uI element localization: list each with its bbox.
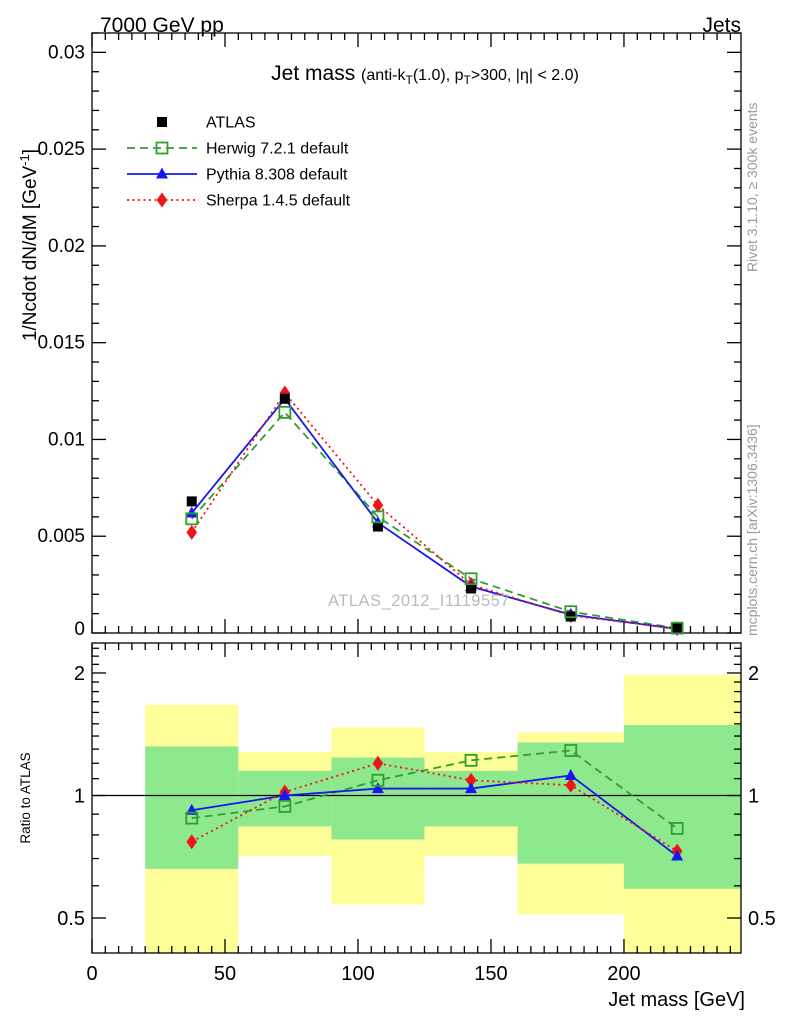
analysis-id-watermark: ATLAS_2012_I1119557 (328, 592, 510, 610)
x-tick-label: 150 (474, 963, 508, 985)
main-marker-atlas (672, 622, 682, 632)
main-y-tick-label: 0.03 (48, 42, 85, 64)
legend-label: Sherpa 1.4.5 default (206, 192, 351, 210)
legend-label: Pythia 8.308 default (206, 166, 348, 184)
legend-marker-sherpa (157, 193, 168, 208)
ratio-y-axis-title: Ratio to ATLAS (18, 752, 33, 844)
main-y-tick-label: 0.01 (48, 429, 85, 451)
main-y-tick-label: 0.02 (48, 235, 85, 257)
main-marker-atlas (280, 394, 290, 404)
main-y-axis-title: 1/Ncdot dN/dM [GeV$^{-1}$] (17, 148, 41, 342)
main-y-tick-label: 0.025 (37, 139, 85, 161)
main-y-tick-label: 0.005 (37, 526, 85, 548)
legend-marker-atlas (157, 117, 167, 127)
ratio-y-tick-label: 0.5 (748, 908, 776, 931)
x-tick-label: 200 (607, 963, 641, 985)
ratio-y-tick-label: 1 (748, 785, 760, 808)
main-y-tick-label: 0 (74, 619, 85, 640)
x-tick-label: 50 (213, 963, 237, 985)
rivet-version-note: Rivet 3.1.10, ≥ 300k events (744, 102, 760, 272)
legend-marker-pythia (156, 168, 168, 179)
legend-label: Herwig 7.2.1 default (206, 140, 349, 158)
x-tick-label: 0 (86, 963, 98, 985)
ratio-y-tick-label: 0.5 (57, 908, 85, 931)
x-axis-title: Jet mass [GeV] (608, 989, 745, 1011)
beam-energy-label: 7000 GeV pp (100, 14, 224, 37)
ratio-green-band (624, 725, 741, 889)
ratio-y-tick-label: 2 (748, 662, 760, 685)
analysis-group-label: Jets (702, 14, 741, 37)
main-y-tick-label: 0.015 (37, 332, 85, 354)
ratio-y-tick-label: 2 (73, 662, 85, 685)
ratio-y-tick-label: 1 (73, 785, 85, 808)
mcplots-reference-note: mcplots.cern.ch [arXiv:1306.3436] (744, 424, 760, 636)
main-marker-atlas (187, 496, 197, 506)
chart-title: Jet mass ($anti-k_T(1.0)$, $p_T>300$, |η| < 2.0) (271, 62, 579, 87)
legend-label: ATLAS (206, 114, 256, 132)
x-tick-label: 100 (341, 963, 375, 985)
